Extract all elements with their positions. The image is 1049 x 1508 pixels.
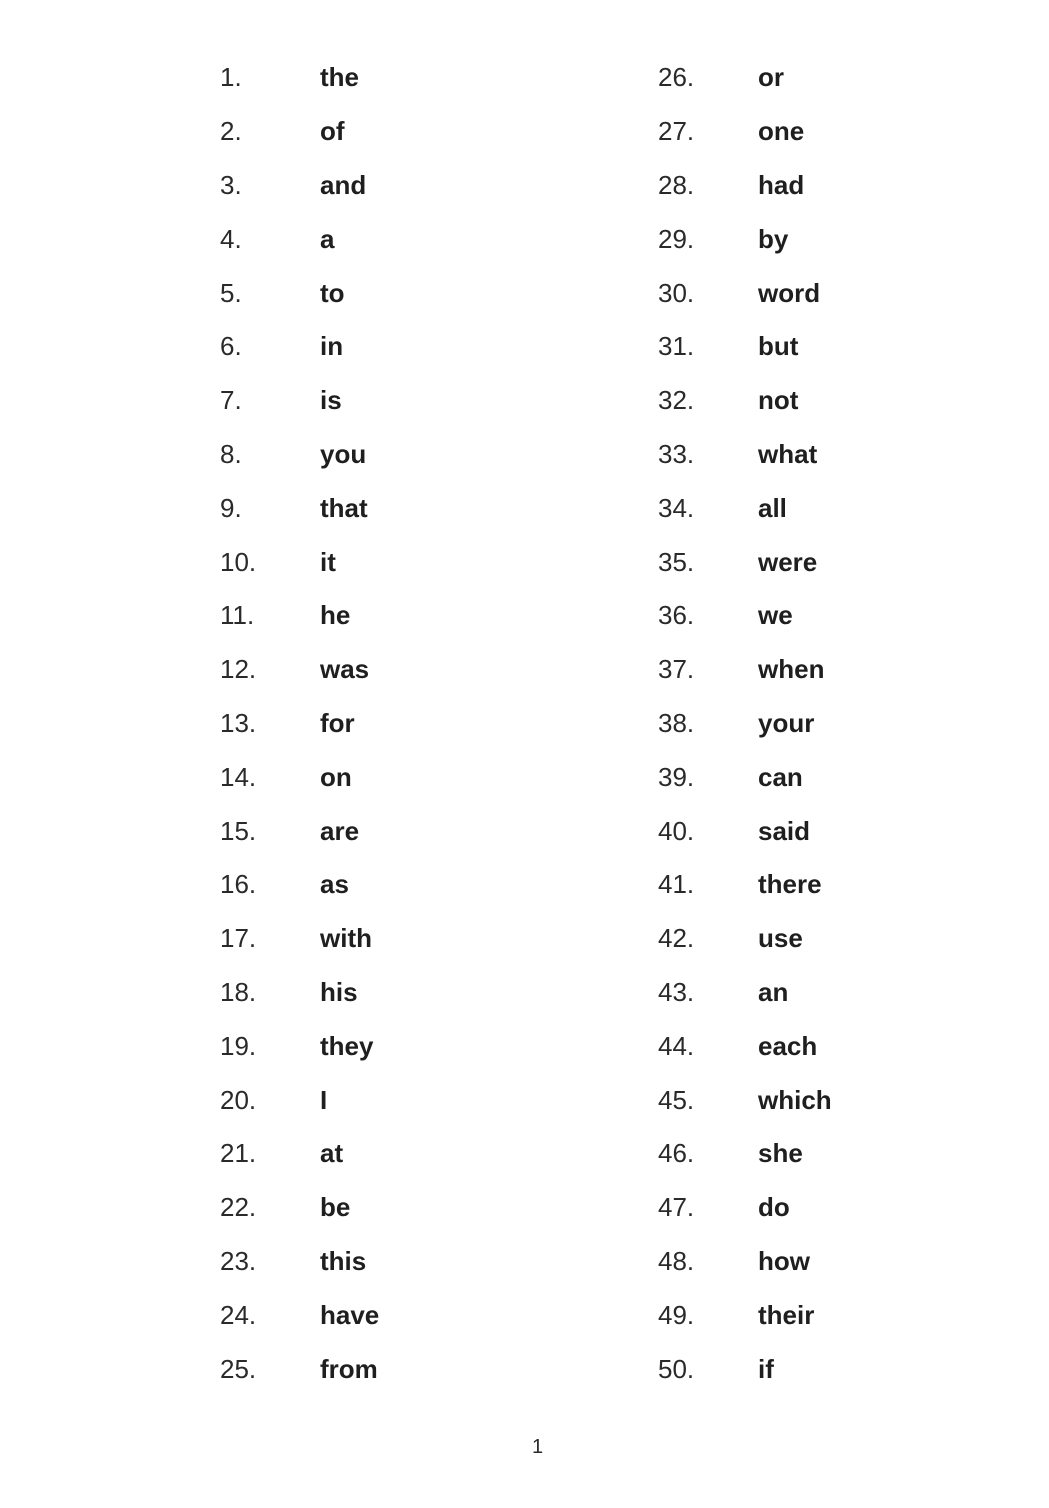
word-list-item xyxy=(220,481,520,535)
item-number: 49. xyxy=(658,1299,695,1330)
word-list-item xyxy=(658,589,958,643)
item-word: from xyxy=(320,1353,378,1384)
item-word: each xyxy=(758,1030,818,1061)
item-number: 46. xyxy=(658,1138,695,1169)
word-list-item xyxy=(658,1127,958,1181)
item-number: 38. xyxy=(658,707,695,738)
item-word: on xyxy=(320,761,352,792)
item-word: all xyxy=(758,492,787,523)
item-word: said xyxy=(758,815,811,846)
word-column-left xyxy=(220,51,520,1396)
word-list-item xyxy=(658,804,958,858)
word-list-item xyxy=(658,428,958,482)
item-word: he xyxy=(320,600,351,631)
word-list-item xyxy=(220,1288,520,1342)
item-word: with xyxy=(320,923,372,954)
item-word: be xyxy=(320,1192,351,1223)
item-number: 31. xyxy=(658,331,695,362)
word-list-item xyxy=(658,51,958,105)
word-list-item xyxy=(658,1235,958,1289)
word-list-item xyxy=(220,912,520,966)
word-list-item xyxy=(658,1073,958,1127)
item-number: 26. xyxy=(658,62,695,93)
item-number: 1. xyxy=(220,62,242,93)
item-word: have xyxy=(320,1299,380,1330)
item-word: his xyxy=(320,976,358,1007)
word-list-item xyxy=(220,858,520,912)
item-number: 20. xyxy=(220,1084,257,1115)
word-list-item xyxy=(220,1127,520,1181)
word-list-item xyxy=(220,643,520,697)
item-number: 42. xyxy=(658,923,695,954)
item-number: 23. xyxy=(220,1245,257,1276)
item-number: 17. xyxy=(220,923,257,954)
word-list-item xyxy=(220,589,520,643)
item-word: there xyxy=(758,869,822,900)
word-list-item xyxy=(658,643,958,697)
word-column-right xyxy=(658,51,958,1396)
word-list-item xyxy=(220,1342,520,1396)
item-word: it xyxy=(320,546,336,577)
item-number: 27. xyxy=(658,116,695,147)
item-number: 43. xyxy=(658,976,695,1007)
item-word: at xyxy=(320,1138,344,1169)
item-word: of xyxy=(320,116,345,147)
word-list-item xyxy=(220,51,520,105)
item-number: 16. xyxy=(220,869,257,900)
item-number: 7. xyxy=(220,385,242,416)
item-word: their xyxy=(758,1299,815,1330)
item-number: 28. xyxy=(658,169,695,200)
item-word: is xyxy=(320,385,342,416)
word-list-item xyxy=(658,212,958,266)
word-list-item xyxy=(658,697,958,751)
item-number: 15. xyxy=(220,815,257,846)
item-number: 37. xyxy=(658,654,695,685)
item-word: one xyxy=(758,116,805,147)
item-number: 8. xyxy=(220,438,242,469)
item-word: or xyxy=(758,62,784,93)
item-number: 4. xyxy=(220,223,242,254)
item-number: 33. xyxy=(658,438,695,469)
word-list-item xyxy=(220,1019,520,1073)
word-list-item xyxy=(220,212,520,266)
item-number: 47. xyxy=(658,1192,695,1223)
item-word: use xyxy=(758,923,803,954)
item-word: but xyxy=(758,331,799,362)
item-word: which xyxy=(758,1084,832,1115)
item-word: your xyxy=(758,707,815,738)
item-number: 18. xyxy=(220,976,257,1007)
word-list-item xyxy=(220,1181,520,1235)
word-list-item xyxy=(658,966,958,1020)
item-number: 29. xyxy=(658,223,695,254)
item-number: 3. xyxy=(220,169,242,200)
word-list-item xyxy=(220,320,520,374)
item-number: 50. xyxy=(658,1353,695,1384)
item-number: 12. xyxy=(220,654,257,685)
item-number: 6. xyxy=(220,331,242,362)
item-word: if xyxy=(758,1353,774,1384)
word-list-item xyxy=(658,320,958,374)
item-word: an xyxy=(758,976,789,1007)
item-word: by xyxy=(758,223,789,254)
item-word: a xyxy=(320,223,335,254)
word-list-item xyxy=(220,1073,520,1127)
word-list-item xyxy=(220,804,520,858)
item-number: 21. xyxy=(220,1138,257,1169)
item-word: the xyxy=(320,62,359,93)
word-list-item xyxy=(220,105,520,159)
item-number: 36. xyxy=(658,600,695,631)
item-number: 45. xyxy=(658,1084,695,1115)
item-word: was xyxy=(320,654,370,685)
item-word: they xyxy=(320,1030,374,1061)
word-list-item xyxy=(658,374,958,428)
item-word: you xyxy=(320,438,367,469)
item-word: we xyxy=(758,600,793,631)
word-list-item xyxy=(220,159,520,213)
item-number: 32. xyxy=(658,385,695,416)
item-word: and xyxy=(320,169,367,200)
item-number: 9. xyxy=(220,492,242,523)
item-word: when xyxy=(758,654,825,685)
word-list-item xyxy=(658,1288,958,1342)
item-number: 10. xyxy=(220,546,257,577)
word-list-item xyxy=(658,912,958,966)
item-word: she xyxy=(758,1138,803,1169)
item-number: 2. xyxy=(220,116,242,147)
item-number: 30. xyxy=(658,277,695,308)
item-number: 25. xyxy=(220,1353,257,1384)
item-word: do xyxy=(758,1192,790,1223)
word-list-item xyxy=(658,266,958,320)
word-list-item xyxy=(220,428,520,482)
item-word: are xyxy=(320,815,360,846)
item-number: 48. xyxy=(658,1245,695,1276)
item-word: for xyxy=(320,707,355,738)
item-word: to xyxy=(320,277,345,308)
item-number: 41. xyxy=(658,869,695,900)
item-word: as xyxy=(320,869,349,900)
item-number: 24. xyxy=(220,1299,257,1330)
item-word: what xyxy=(758,438,818,469)
item-word: word xyxy=(758,277,821,308)
item-word: that xyxy=(320,492,368,523)
word-list-item xyxy=(658,535,958,589)
item-word: this xyxy=(320,1245,367,1276)
item-number: 44. xyxy=(658,1030,695,1061)
item-number: 11. xyxy=(220,600,255,631)
item-number: 22. xyxy=(220,1192,257,1223)
item-word: had xyxy=(758,169,805,200)
word-list-item xyxy=(658,858,958,912)
word-list-item xyxy=(220,374,520,428)
word-list-item xyxy=(220,750,520,804)
item-number: 14. xyxy=(220,761,257,792)
item-word: in xyxy=(320,331,344,362)
item-word: not xyxy=(758,385,799,416)
word-list-item xyxy=(658,1181,958,1235)
item-number: 39. xyxy=(658,761,695,792)
word-list-item xyxy=(220,1235,520,1289)
word-list-item xyxy=(220,535,520,589)
item-number: 13. xyxy=(220,707,257,738)
page-number: 1 xyxy=(531,1436,544,1458)
word-list-item xyxy=(220,266,520,320)
word-list-item xyxy=(220,966,520,1020)
item-number: 5. xyxy=(220,277,242,308)
item-word: can xyxy=(758,761,803,792)
word-list-item xyxy=(658,1019,958,1073)
item-number: 34. xyxy=(658,492,695,523)
item-number: 35. xyxy=(658,546,695,577)
word-list-item xyxy=(658,481,958,535)
item-number: 40. xyxy=(658,815,695,846)
item-number: 19. xyxy=(220,1030,257,1061)
item-word: were xyxy=(758,546,818,577)
word-list-item xyxy=(658,750,958,804)
item-word: I xyxy=(320,1084,328,1115)
item-word: how xyxy=(758,1245,810,1276)
word-list-item xyxy=(658,1342,958,1396)
word-list-item xyxy=(658,159,958,213)
word-list-item xyxy=(220,697,520,751)
word-list-item xyxy=(658,105,958,159)
